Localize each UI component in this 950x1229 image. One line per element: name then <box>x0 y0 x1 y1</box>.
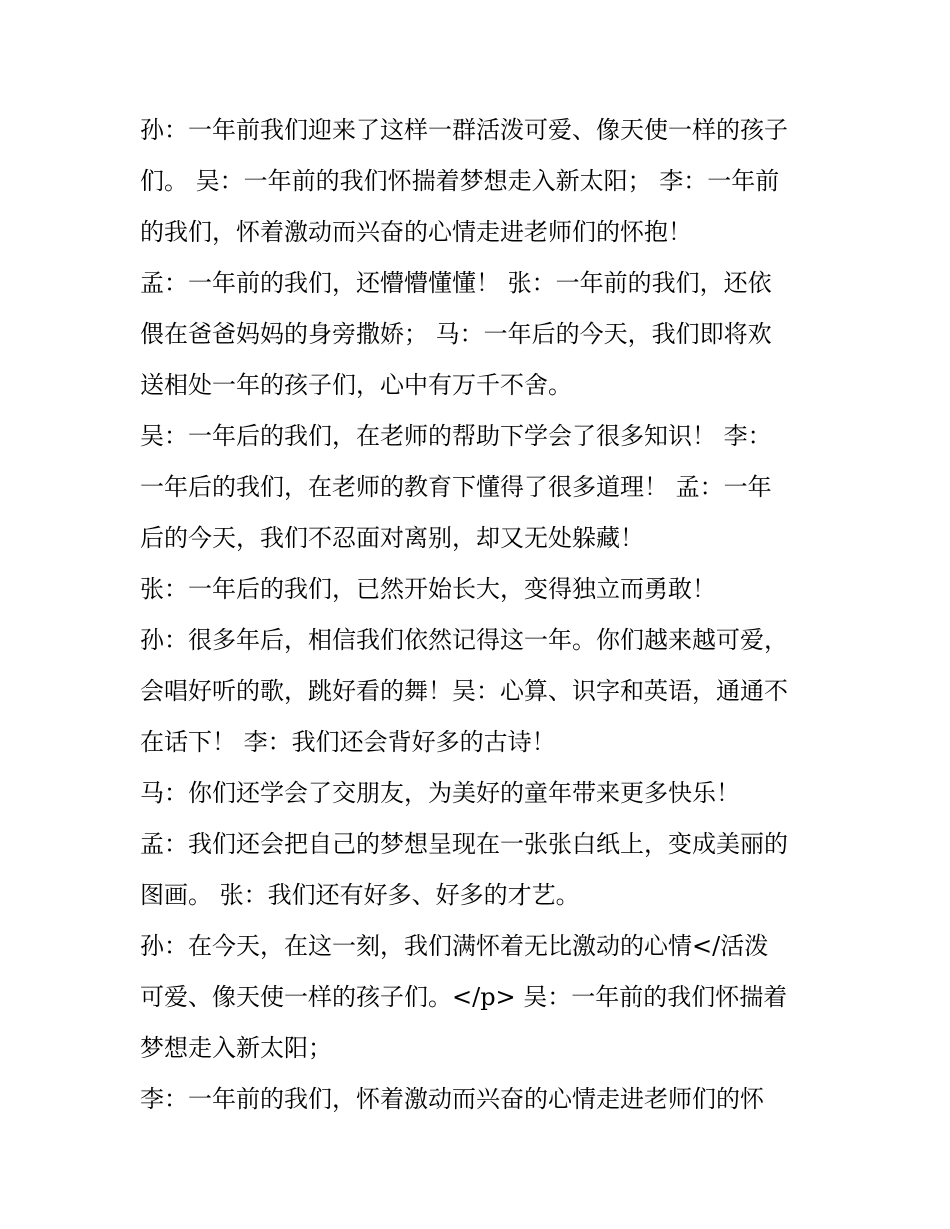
text-line-12: 会唱好听的歌，跳好看的舞！吴：心算、识字和英语，通通不 <box>140 677 788 705</box>
text-line-9: 后的今天，我们不忍面对离别，却又无处躲藏！ <box>140 524 644 552</box>
text-line-13: 在话下！ 李：我们还会背好多的古诗！ <box>140 728 556 756</box>
script-text-block <box>140 105 820 1125</box>
text-line-15: 孟：我们还会把自己的梦想呈现在一张张白纸上，变成美丽的 <box>140 830 788 858</box>
text-line-6: 送相处一年的孩子们，心中有万千不舍。 <box>140 371 572 399</box>
text-line-10: 张：一年后的我们，已然开始长大，变得独立而勇敢！ <box>140 575 716 603</box>
text-line-18: 可爱、像天使一样的孩子们。</p> 吴：一年前的我们怀揣着 <box>140 983 788 1011</box>
text-line-1: 孙：一年前我们迎来了这样一群活泼可爱、像天使一样的孩子 <box>140 116 788 144</box>
text-line-20: 李：一年前的我们，怀着激动而兴奋的心情走进老师们的怀 <box>140 1085 764 1113</box>
text-line-16: 图画。 张：我们还有好多、好多的才艺。 <box>140 881 580 909</box>
text-line-19: 梦想走入新太阳； <box>140 1034 332 1062</box>
text-line-11: 孙：很多年后，相信我们依然记得这一年。你们越来越可爱， <box>140 626 788 654</box>
text-line-7: 吴：一年后的我们，在老师的帮助下学会了很多知识！ 李： <box>140 422 772 450</box>
text-line-3: 的我们，怀着激动而兴奋的心情走进老师们的怀抱！ <box>140 218 692 246</box>
text-line-5: 偎在爸爸妈妈的身旁撒娇； 马：一年后的今天，我们即将欢 <box>140 320 772 348</box>
text-line-8: 一年后的我们，在老师的教育下懂得了很多道理！ 孟：一年 <box>140 473 772 501</box>
text-line-4: 孟：一年前的我们，还懵懵懂懂！ 张：一年前的我们，还依 <box>140 269 772 297</box>
text-line-14: 马：你们还学会了交朋友，为美好的童年带来更多快乐！ <box>140 779 740 807</box>
text-line-2: 们。 吴：一年前的我们怀揣着梦想走入新太阳； 李：一年前 <box>140 167 780 195</box>
text-line-17: 孙：在今天，在这一刻，我们满怀着无比激动的心情</活泼 <box>140 932 769 960</box>
